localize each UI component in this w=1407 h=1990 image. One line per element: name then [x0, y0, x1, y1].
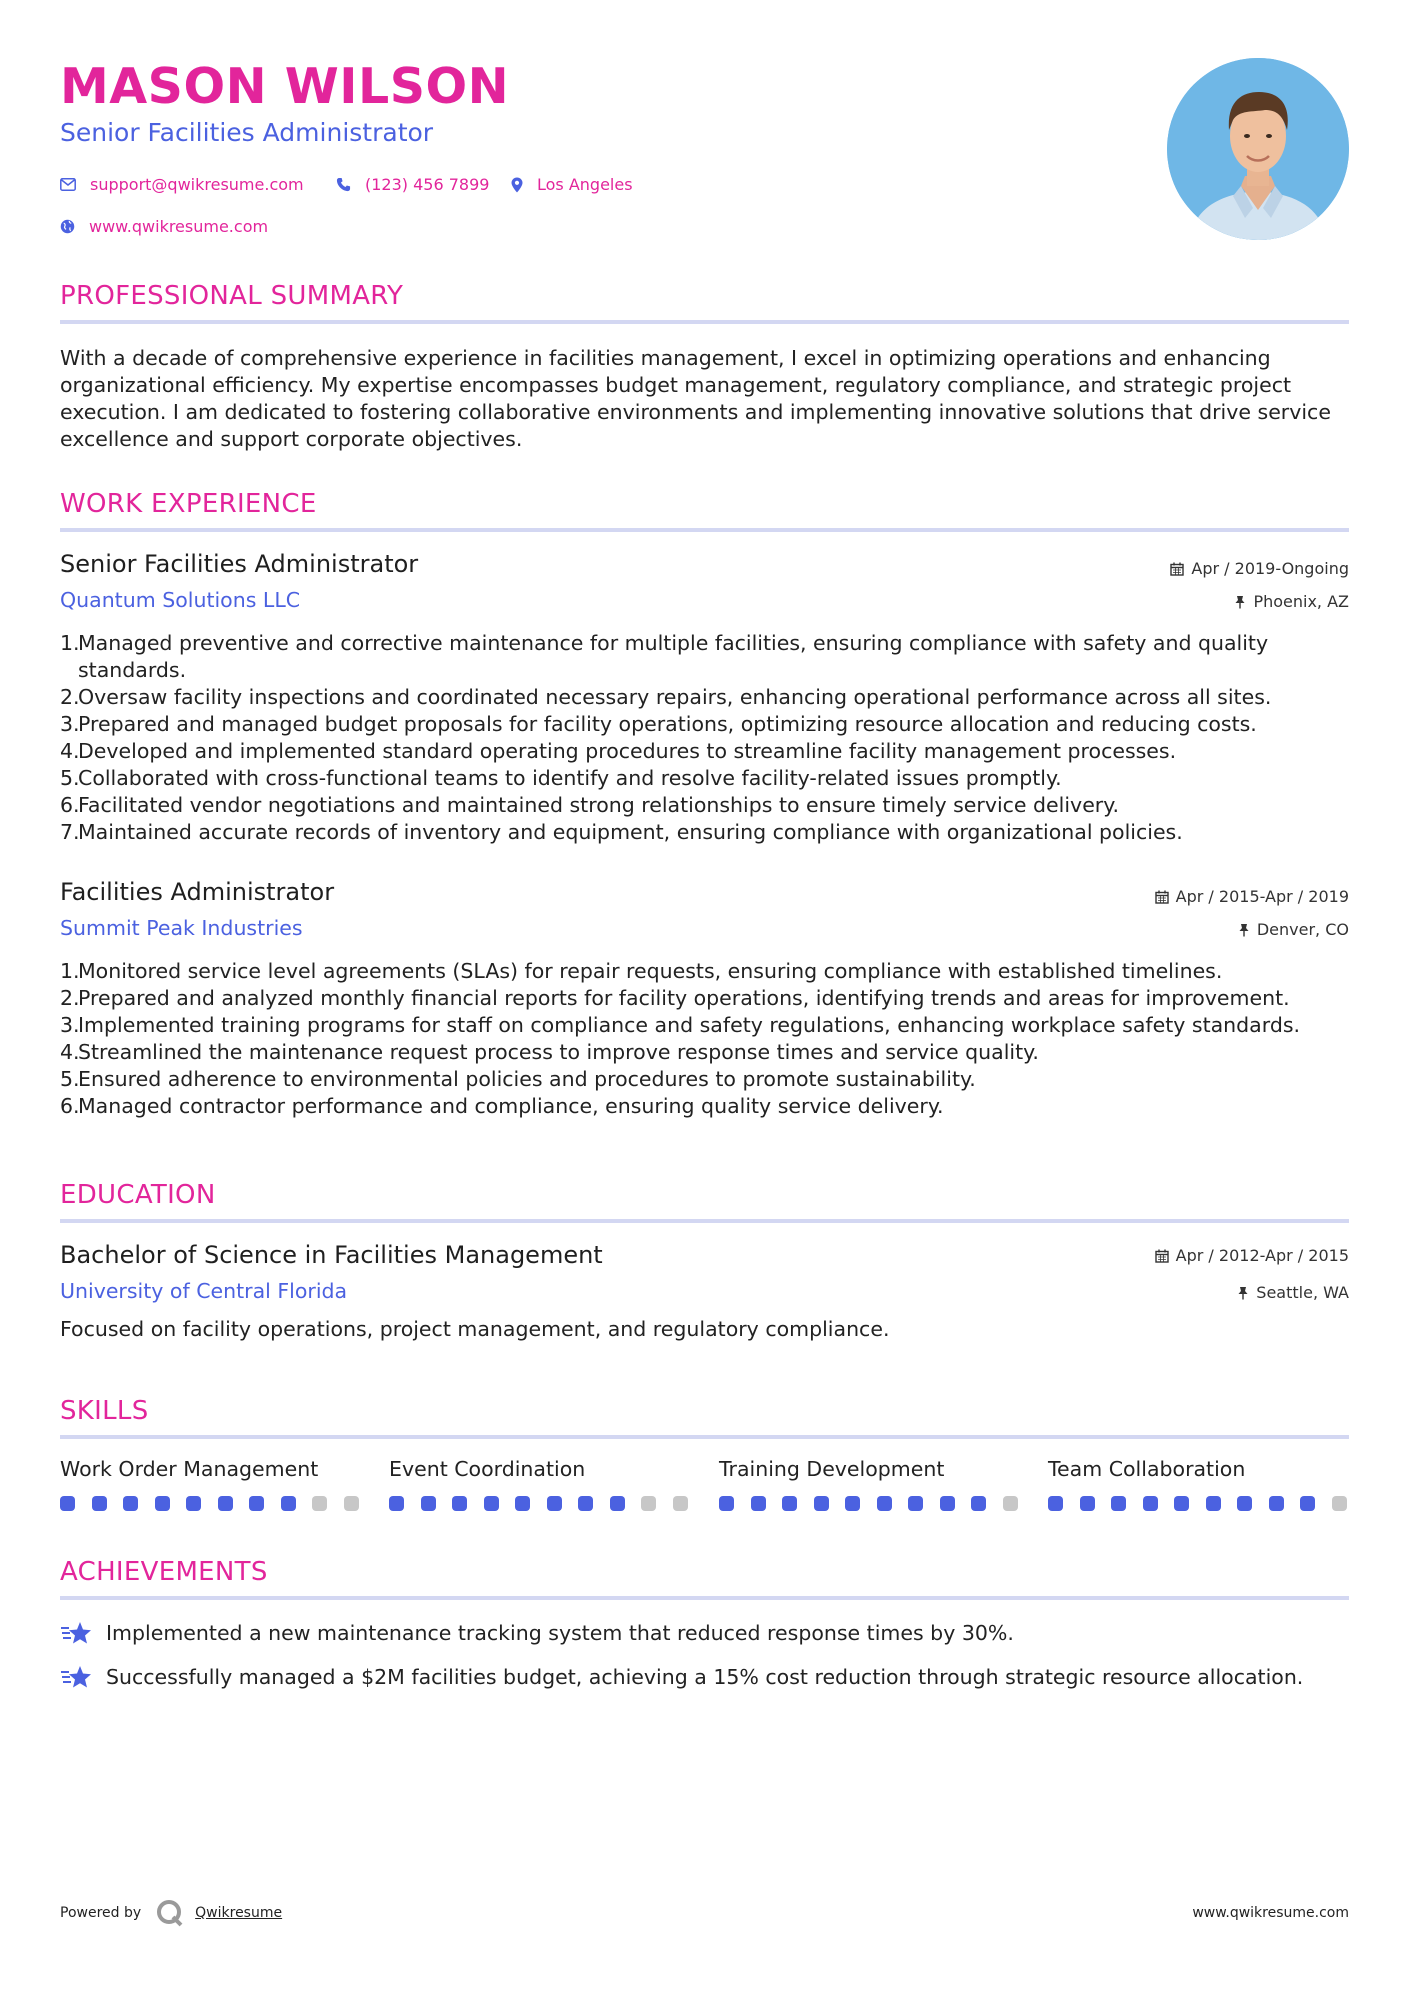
job-dates-text: Apr / 2015-Apr / 2019: [1175, 887, 1349, 906]
calendar-icon: [1155, 1249, 1169, 1263]
skill-dot-filled: [940, 1496, 955, 1511]
location-text: Los Angeles: [537, 175, 633, 194]
job-bullets: [60, 630, 1349, 846]
skill-dot-filled: [578, 1496, 593, 1511]
skill-dot-filled: [1143, 1496, 1158, 1511]
job-location: [1234, 592, 1349, 611]
profile-photo: [1167, 58, 1349, 240]
skill-dot-filled: [249, 1496, 264, 1511]
skill-dot-filled: [389, 1496, 404, 1511]
list-item: 3. Implemented training programs for staff on compliance and safety regulations, enhancing workplace safety standards.: [60, 1013, 1301, 1037]
skill-dot-filled: [547, 1496, 562, 1511]
skill-dot-filled: [281, 1496, 296, 1511]
skill-dot-empty: [1003, 1496, 1018, 1511]
shooting-star-icon: [60, 1620, 94, 1646]
job-company: Summit Peak Industries: [60, 916, 303, 940]
job-location-text: Denver, CO: [1256, 920, 1349, 939]
education-dates-text: Apr / 2012-Apr / 2015: [1175, 1246, 1349, 1265]
shooting-star-icon: [60, 1664, 94, 1690]
section-divider: [60, 1596, 1349, 1600]
website-text: www.qwikresume.com: [89, 217, 269, 236]
degree-title: Bachelor of Science in Facilities Management: [60, 1241, 603, 1269]
contact-website[interactable]: [60, 217, 268, 236]
section-divider: [60, 1219, 1349, 1223]
globe-icon: [60, 219, 75, 234]
skill-dot-filled: [908, 1496, 923, 1511]
email-text: support@qwikresume.com: [90, 175, 304, 194]
calendar-icon: [1170, 562, 1184, 576]
skill-dot-filled: [186, 1496, 201, 1511]
skill-dot-filled: [123, 1496, 138, 1511]
list-item: 2. Prepared and analyzed monthly financial reports for facility operations, identifying trends and areas for improvement.: [60, 986, 1290, 1010]
pushpin-icon: [1238, 923, 1250, 937]
qwikresume-link[interactable]: Qwikresume: [195, 1905, 283, 1921]
list-item: 4. Streamlined the maintenance request process to improve response times and service quality.: [60, 1040, 1039, 1064]
skill-dot-filled: [484, 1496, 499, 1511]
achievement-item: [60, 1664, 1303, 1690]
skill-dot-empty: [673, 1496, 688, 1511]
list-item: 5. Ensured adherence to environmental policies and procedures to promote sustainability.: [60, 1067, 976, 1091]
skill-dot-filled: [1206, 1496, 1221, 1511]
skill-dot-filled: [971, 1496, 986, 1511]
list-item: 6. Managed contractor performance and compliance, ensuring quality service delivery.: [60, 1094, 944, 1118]
list-item: 6. Facilitated vendor negotiations and maintained strong relationships to ensure timely service delivery.: [60, 793, 1119, 817]
skill-dot-filled: [610, 1496, 625, 1511]
section-title-skills: SKILLS: [60, 1396, 149, 1426]
pushpin-icon: [1234, 595, 1246, 609]
skill-dot-filled: [1174, 1496, 1189, 1511]
job-title: Facilities Administrator: [60, 878, 335, 906]
summary-text: With a decade of comprehensive experience in facilities management, I excel in optimizing operations and enhancing organizational efficiency. My expertise encompasses budget management, regulatory compliance, and strategic project execution. I am dedicated to fostering collaborative environments and implementing innovative solutions that drive service excellence and support corporate objectives.: [60, 346, 1331, 451]
skill-name: Event Coordination: [389, 1457, 586, 1481]
job-dates: [1170, 559, 1349, 578]
skill-dot-filled: [60, 1496, 75, 1511]
skill-dot-filled: [719, 1496, 734, 1511]
section-divider: [60, 320, 1349, 324]
contact-phone[interactable]: [336, 175, 489, 194]
skill-dot-empty: [1332, 1496, 1347, 1511]
school-name: University of Central Florida: [60, 1279, 348, 1303]
skill-dot-filled: [877, 1496, 892, 1511]
powered-by-label: Powered by: [60, 1905, 142, 1921]
contact-location: [511, 175, 633, 194]
skill-rating: [60, 1496, 375, 1511]
skill-name: Work Order Management: [60, 1457, 319, 1481]
list-item: 3. Prepared and managed budget proposals for facility operations, optimizing resource allocation and reducing costs.: [60, 712, 1257, 736]
list-item: 4. Developed and implemented standard operating procedures to streamline facility management processes.: [60, 739, 1177, 763]
list-item: 7. Maintained accurate records of inventory and equipment, ensuring compliance with organizational policies.: [60, 820, 1183, 844]
job-company: Quantum Solutions LLC: [60, 588, 301, 612]
section-title-summary: PROFESSIONAL SUMMARY: [60, 281, 404, 311]
phone-icon: [336, 177, 351, 192]
phone-text: (123) 456 7899: [365, 175, 490, 194]
candidate-name: MASON WILSON: [60, 58, 510, 115]
skill-rating: [1048, 1496, 1363, 1511]
skill-rating: [719, 1496, 1034, 1511]
education-location: [1237, 1283, 1349, 1302]
candidate-title: Senior Facilities Administrator: [60, 118, 434, 147]
skill-dot-filled: [1111, 1496, 1126, 1511]
list-item: 1. Monitored service level agreements (SLAs) for repair requests, ensuring compliance with established timelines.: [60, 959, 1223, 983]
skill-dot-filled: [218, 1496, 233, 1511]
skill-dot-filled: [782, 1496, 797, 1511]
skill-dot-filled: [92, 1496, 107, 1511]
skill-dot-filled: [1237, 1496, 1252, 1511]
qwikresume-logo-icon: [155, 1898, 185, 1928]
footer-website[interactable]: www.qwikresume.com: [1192, 1905, 1349, 1921]
skill-dot-filled: [814, 1496, 829, 1511]
skill-name: Team Collaboration: [1048, 1457, 1246, 1481]
section-title-experience: WORK EXPERIENCE: [60, 489, 317, 519]
skill-dot-filled: [1048, 1496, 1063, 1511]
envelope-icon: [60, 178, 76, 191]
map-marker-icon: [511, 177, 523, 193]
list-item: 2. Oversaw facility inspections and coordinated necessary repairs, enhancing operational performance across all sites.: [60, 685, 1272, 709]
job-location-text: Phoenix, AZ: [1253, 592, 1349, 611]
calendar-icon: [1155, 890, 1169, 904]
skill-name: Training Development: [719, 1457, 945, 1481]
skill-dot-empty: [641, 1496, 656, 1511]
skill-dot-filled: [421, 1496, 436, 1511]
skill-dot-filled: [452, 1496, 467, 1511]
achievement-text: Implemented a new maintenance tracking system that reduced response times by 30%.: [106, 1621, 1014, 1645]
section-divider: [60, 528, 1349, 532]
section-title-achievements: ACHIEVEMENTS: [60, 1557, 268, 1587]
skill-dot-filled: [515, 1496, 530, 1511]
contact-email[interactable]: [60, 175, 304, 194]
skill-dot-filled: [751, 1496, 766, 1511]
section-divider: [60, 1435, 1349, 1439]
achievement-item: [60, 1620, 1014, 1646]
skill-dot-filled: [1080, 1496, 1095, 1511]
job-bullets: [60, 958, 1349, 1120]
section-title-education: EDUCATION: [60, 1180, 216, 1210]
skill-dot-filled: [845, 1496, 860, 1511]
list-item: 5. Collaborated with cross-functional teams to identify and resolve facility-related issues promptly.: [60, 766, 1062, 790]
achievement-text: Successfully managed a $2M facilities budget, achieving a 15% cost reduction through strategic resource allocation.: [106, 1665, 1304, 1689]
list-item: 1. Managed preventive and corrective maintenance for multiple facilities, ensuring compliance with safety and quality standards.: [60, 631, 1269, 682]
job-title: Senior Facilities Administrator: [60, 550, 419, 578]
education-description: Focused on facility operations, project management, and regulatory compliance.: [60, 1317, 890, 1341]
skill-dot-filled: [1269, 1496, 1284, 1511]
job-dates: [1155, 887, 1349, 906]
skill-dot-filled: [1300, 1496, 1315, 1511]
job-dates-text: Apr / 2019-Ongoing: [1191, 559, 1349, 578]
education-dates: [1155, 1246, 1349, 1265]
skill-dot-empty: [312, 1496, 327, 1511]
skill-dot-filled: [155, 1496, 170, 1511]
job-location: [1238, 920, 1349, 939]
skill-rating: [389, 1496, 704, 1511]
education-location-text: Seattle, WA: [1256, 1283, 1349, 1302]
footer-powered-by: [60, 1898, 282, 1928]
pushpin-icon: [1237, 1286, 1249, 1300]
skill-dot-empty: [344, 1496, 359, 1511]
